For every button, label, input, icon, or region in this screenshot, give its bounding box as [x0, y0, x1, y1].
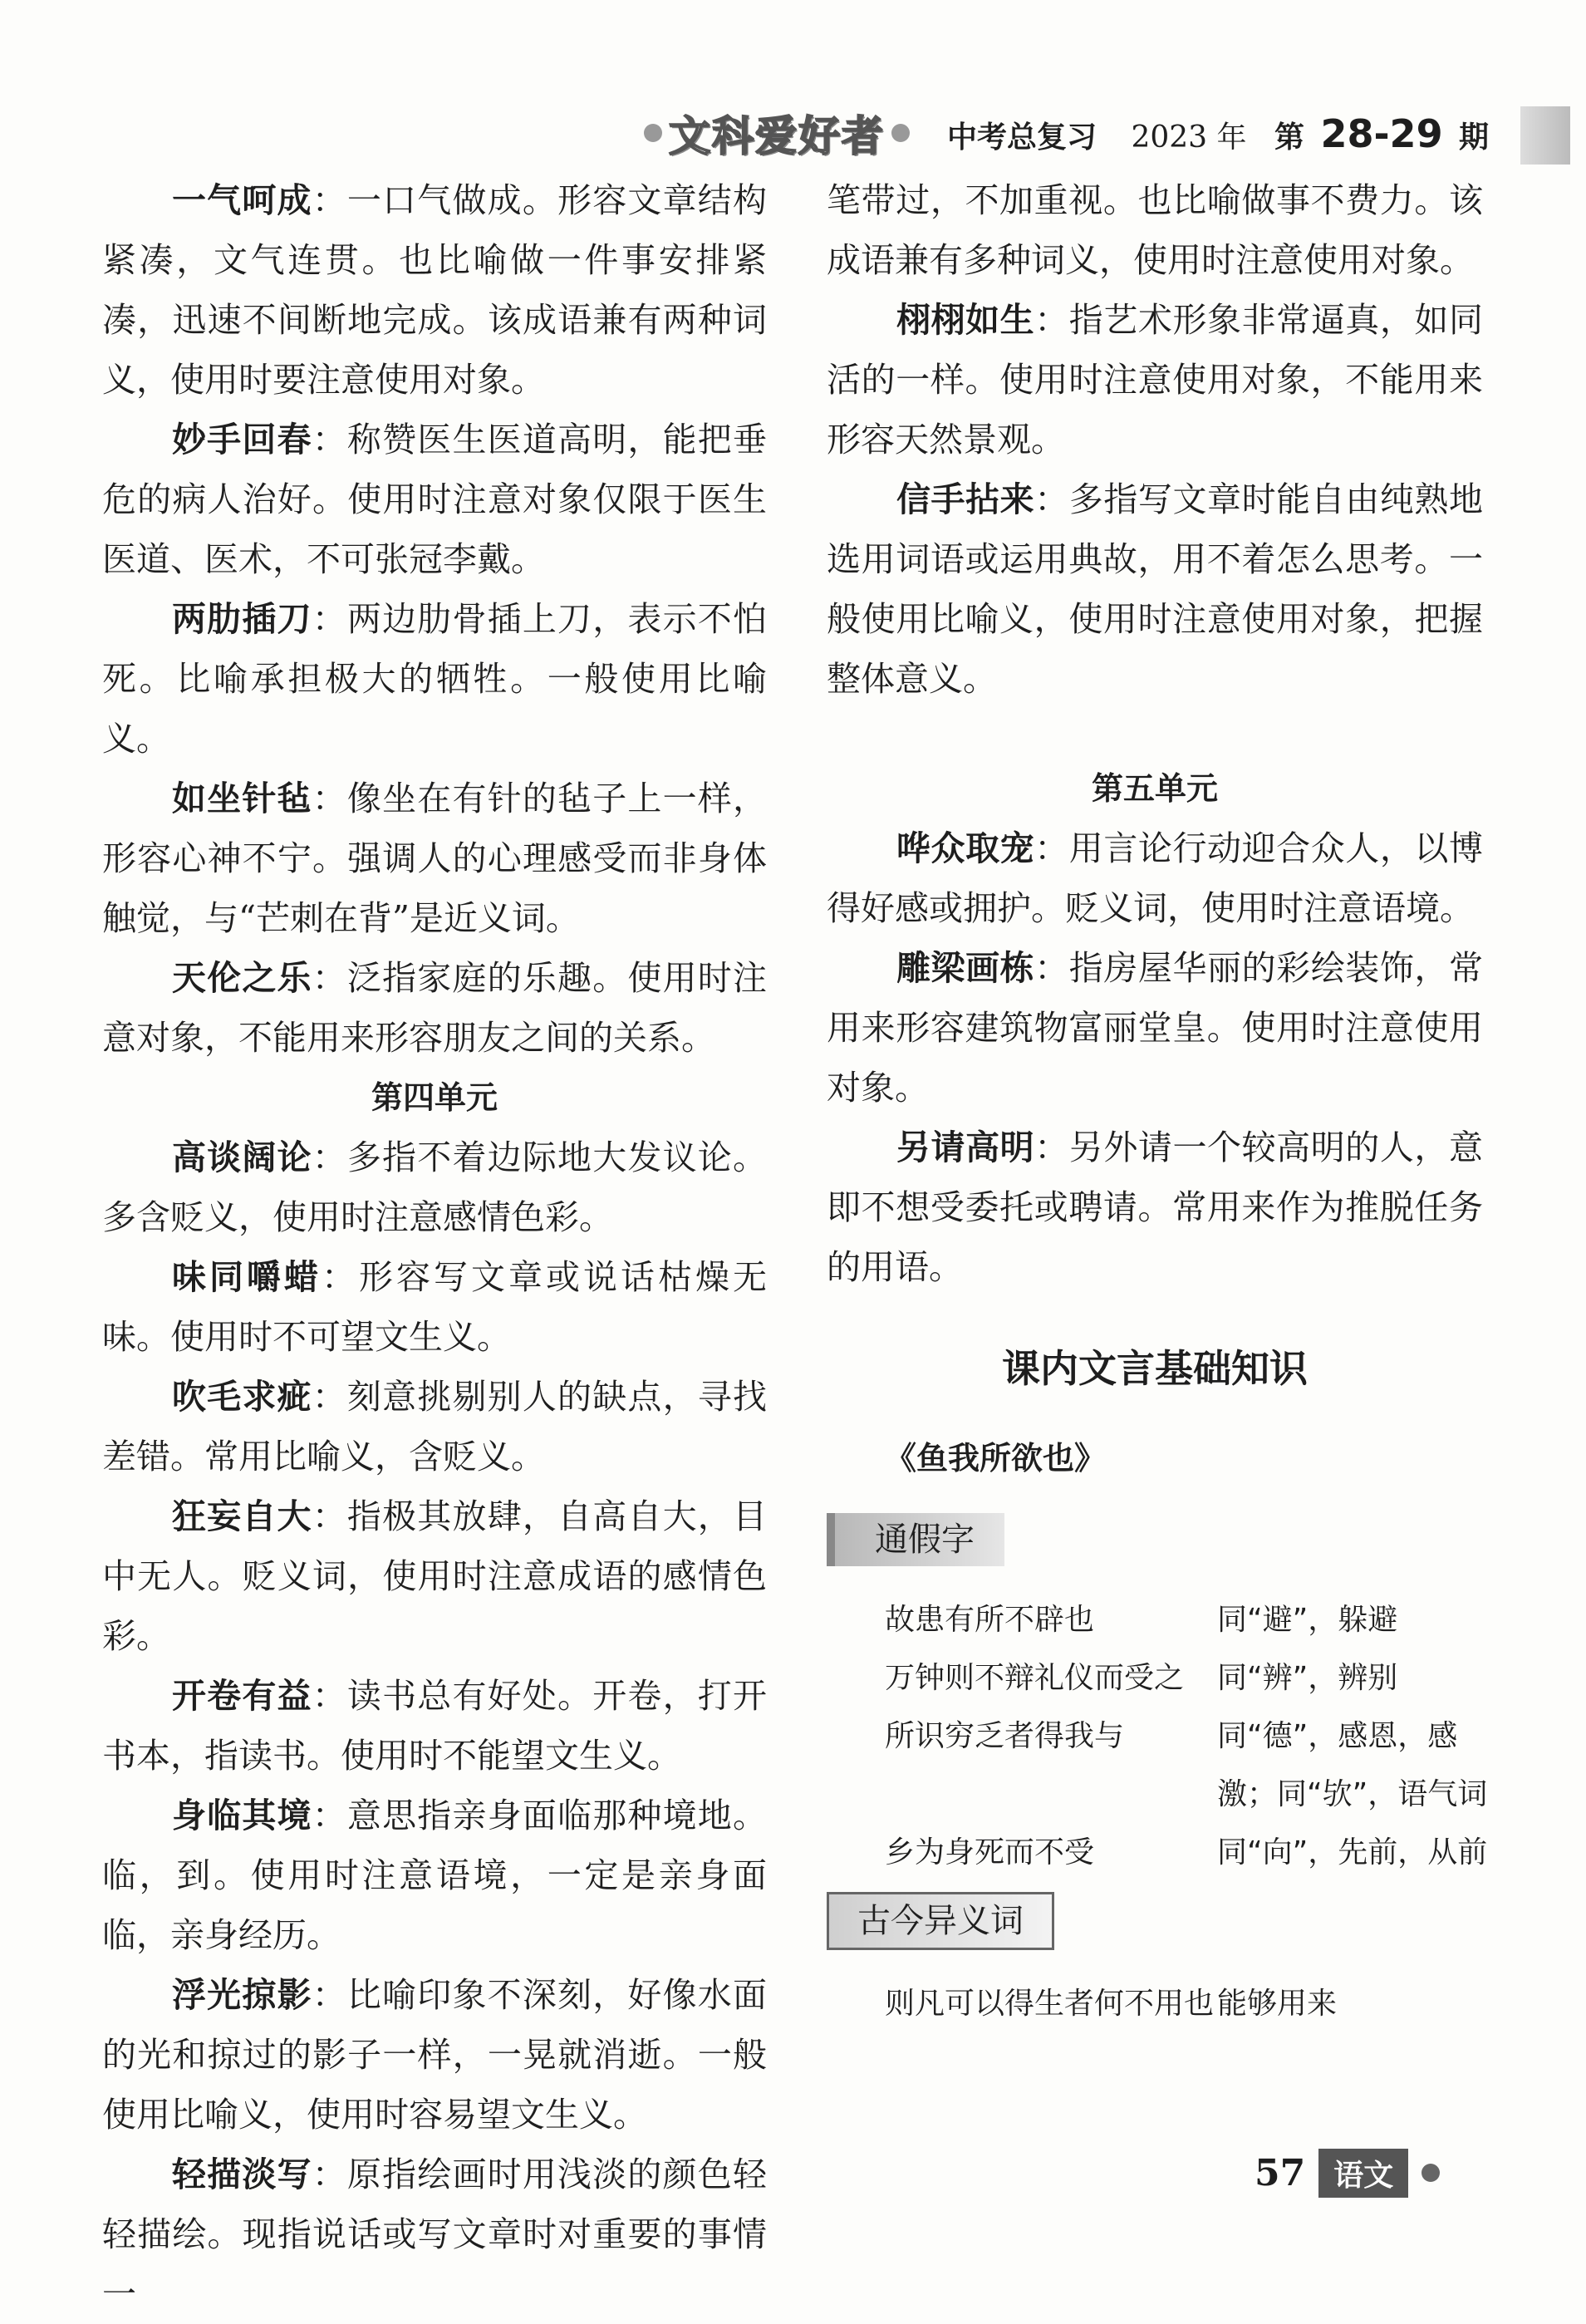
idiom-definition: ：比喻印象不深刻，好像水面的光和掠过的影子一样，一晃就消逝。一般使用比喻义，使用时容易望文生义。: [102, 1975, 767, 2135]
issue-prefix: 第: [1274, 120, 1304, 155]
idiom-definition: ：原指绘画时用浅淡的颜色轻轻描绘。现指说话或写文章时对重要的事情一: [102, 2154, 767, 2314]
classical-sentence: 故患有所不辟也: [885, 1603, 1095, 1637]
idiom-entry: [102, 1786, 767, 1965]
idiom-term: 开卷有益: [172, 1676, 312, 1716]
lesson-title: 《鱼我所欲也》: [885, 1440, 1107, 1476]
idiom-term: 狂妄自大: [172, 1496, 312, 1536]
idiom-entry: [102, 769, 767, 948]
unit-5-heading: 第五单元: [1091, 770, 1218, 807]
sentence-meaning: 同“避”，躲避: [1217, 1603, 1398, 1637]
bullet-icon: [1422, 2164, 1440, 2182]
classical-sentence: 则凡可以得生者何不用也: [885, 1987, 1215, 2021]
idiom-definition: ：意思指亲身面临那种境地。临，到。使用时注意语境，一定是亲身面临，亲身经历。: [102, 1796, 767, 1955]
idiom-entry: [827, 938, 1483, 1118]
idiom-entry: [102, 410, 767, 589]
idiom-definition: ：形容写文章或说话枯燥无味。使用时不可望文生义。: [102, 1257, 767, 1357]
idiom-definition: ：刻意挑剔别人的缺点，寻找差错。常用比喻义，含贬义。: [102, 1377, 767, 1476]
idiom-entry: [827, 818, 1483, 938]
idiom-term: 一气呵成: [172, 180, 312, 220]
right-column: [827, 170, 1488, 2033]
gujin-table: [885, 1975, 1483, 2033]
left-column: [102, 170, 767, 2324]
idiom-entry: [102, 1965, 767, 2145]
idiom-entry: [102, 1367, 767, 1486]
idiom-definition: ：多指写文章时能自由纯熟地选用词语或运用典故，用不着怎么思考。一般使用比喻义，使用时注意使用对象，把握整体意义。: [827, 479, 1483, 699]
idiom-entry: [827, 1118, 1483, 1297]
subject-label: 语文: [1318, 2149, 1408, 2198]
idiom-term: 如坐针毡: [172, 779, 312, 818]
idiom-definition: ：用言论行动迎合众人，以博得好感或拥护。贬义词，使用时注意语境。: [827, 828, 1483, 928]
year-label: 2023 年: [1131, 120, 1247, 155]
idiom-entry: [102, 2145, 767, 2324]
idiom-term: 栩栩如生: [896, 300, 1035, 340]
idiom-term: 天伦之乐: [172, 958, 312, 998]
issue-suffix: 期: [1459, 120, 1490, 155]
brand-name: 文科爱好者: [669, 112, 885, 160]
bullet-icon: [891, 124, 910, 142]
unit-4-heading: 第四单元: [371, 1079, 498, 1116]
classical-sentence: 万钟则不辩礼仪而受之: [885, 1661, 1185, 1695]
idiom-term: 两肋插刀: [172, 599, 312, 639]
sentence-meaning: 能够用来: [1217, 1987, 1338, 2021]
idiom-term: 身临其境: [172, 1796, 312, 1835]
issue-number: 28-29: [1320, 111, 1443, 156]
idiom-definition: ：一口气做成。形容文章结构紧凑，文气连贯。也比喻做一件事安排紧凑，迅速不间断地完成。该成语兼有两种词义，使用时要注意使用对象。: [102, 180, 767, 400]
idiom-entry: [827, 290, 1483, 469]
classical-sentence: 乡为身死而不受: [885, 1835, 1095, 1870]
idiom-entry: [102, 1666, 767, 1786]
idiom-term: 信手拈来: [896, 479, 1035, 519]
idiom-definition: ：像坐在有针的毡子上一样，形容心神不宁。强调人的心理感受而非身体触觉，与“芒刺在背”是近义词。: [102, 779, 767, 938]
idiom-entry: [102, 589, 767, 769]
idiom-definition: ：称赞医生医道高明，能把垂危的病人治好。使用时注意对象仅限于医生医道、医术，不可张冠李戴。: [102, 420, 767, 579]
idiom-definition: ：多指不着边际地大发议论。多含贬义，使用时注意感情色彩。: [102, 1137, 767, 1237]
tongjia-badge: 通假字: [827, 1513, 1004, 1566]
idiom-term: 妙手回春: [172, 420, 312, 459]
gujin-badge: 古今异义词: [827, 1892, 1054, 1950]
header-edge-bar: [1520, 106, 1570, 165]
issue-info: [947, 111, 1489, 156]
sentence-meaning: 同“向”，先前，从前: [1217, 1835, 1488, 1870]
sentence-meaning: 同“德”，感恩，感激；同“欤”，语气词: [1217, 1719, 1488, 1811]
idiom-definition: ：两边肋骨插上刀，表示不怕死。比喻承担极大的牺牲。一般使用比喻义。: [102, 599, 767, 759]
continued-text: 笔带过，不加重视。也比喻做事不费力。该成语兼有多种词义，使用时注意使用对象。: [827, 180, 1483, 280]
idiom-term: 浮光掠影: [172, 1975, 312, 2015]
idiom-definition: ：指极其放肆，自高自大，目中无人。贬义词，使用时注意成语的感情色彩。: [102, 1496, 767, 1656]
idiom-definition: ：另外请一个较高明的人，意即不想受委托或聘请。常用来作为推脱任务的用语。: [827, 1128, 1483, 1287]
brand-logo: [640, 106, 914, 160]
exam-label: 中考总复习: [947, 120, 1097, 155]
page-header: [640, 106, 1554, 165]
idiom-definition: ：泛指家庭的乐趣。使用时注意对象，不能用来形容朋友之间的关系。: [102, 958, 767, 1058]
idiom-entry: [102, 948, 767, 1068]
idiom-term: 哗众取宠: [896, 828, 1035, 868]
idiom-term: 雕梁画栋: [896, 948, 1035, 988]
section-title: 课内文言基础知识: [1002, 1346, 1308, 1391]
idiom-entry: [102, 1247, 767, 1367]
page-number: 57: [1255, 2151, 1306, 2194]
classical-sentence: 所识穷乏者得我与: [885, 1719, 1125, 1753]
idiom-definition: ：读书总有好处。开卷，打开书本，指读书。使用时不能望文生义。: [102, 1676, 767, 1776]
idiom-term: 另请高明: [896, 1128, 1035, 1167]
idiom-definition: ：指艺术形象非常逼真，如同活的一样。使用时注意使用对象，不能用来形容天然景观。: [827, 300, 1483, 459]
idiom-entry: [827, 469, 1483, 709]
idiom-term: 轻描淡写: [172, 2154, 312, 2194]
page-footer: [1255, 2144, 1440, 2202]
idiom-term: 吹毛求疵: [172, 1377, 312, 1417]
idiom-term: 高谈阔论: [172, 1137, 312, 1177]
idiom-entry: [102, 170, 767, 410]
sentence-meaning: 同“辨”，辨别: [1217, 1661, 1398, 1695]
idiom-entry: [102, 1486, 767, 1666]
idiom-term: 味同嚼蜡: [172, 1257, 322, 1297]
idiom-entry: [102, 1128, 767, 1247]
tongjia-table: [885, 1591, 1488, 1882]
idiom-definition: ：指房屋华丽的彩绘装饰，常用来形容建筑物富丽堂皇。使用时注意使用对象。: [827, 948, 1483, 1108]
bullet-icon: [644, 124, 662, 142]
